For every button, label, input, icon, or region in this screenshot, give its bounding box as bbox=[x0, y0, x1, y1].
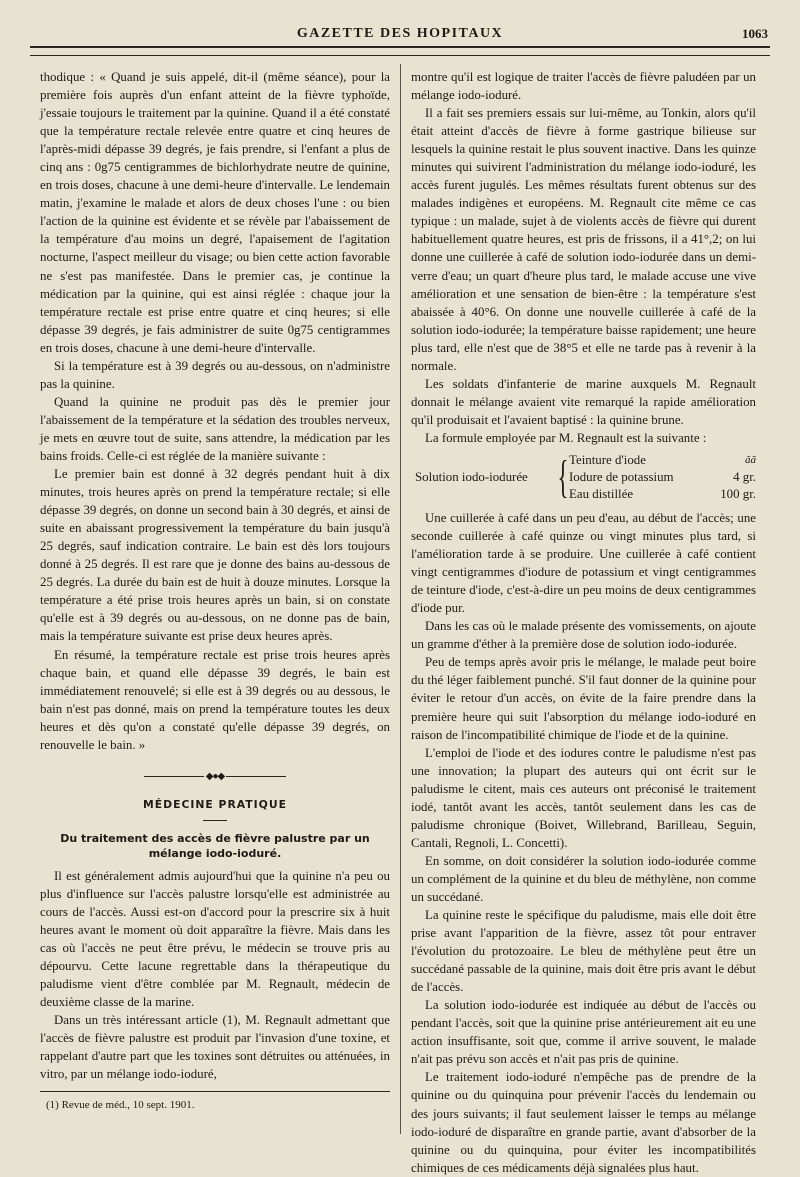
formula-row bbox=[569, 451, 756, 468]
formula-block bbox=[411, 451, 756, 503]
short-rule bbox=[203, 820, 227, 821]
section-ornament: ◆●◆ bbox=[40, 768, 390, 786]
ingredient-name: Eau distillée bbox=[569, 487, 634, 502]
paragraph: L'emploi de l'iode et des iodures contre le paludisme n'est pas une innovation; la plupart des auteurs qui ont écrit sur le paludisme le citent, mais ces auteurs ont préconisé le traitement iodé, tantôt avant les accès, tantôt seulement dans les cas de paludisme chronique (Boivet, Willebrand, Barilleau, Seguin, Cantali, Regnoli, L. Concetti). bbox=[411, 745, 756, 850]
brace-glyph: { bbox=[557, 450, 569, 502]
paragraph: Il a fait ses premiers essais sur lui-même, au Tonkin, alors qu'il était atteint d'accès de fièvre à forme gastrique bilieuse sur lesquels la quinine restait le plus souvent inactive. Dans les quinze minutes qui suivirent l'administration du mélange iodo-ioduré, les accès furent jugulés. Les mêmes résultats furent obtenus sur des malades indigènes et européens. M. Regnault cite même ce cas typique : un malade, sujet à de violents accès de fièvre qui durent habituellement quatre heures, est pris de frissons, il a 41°,2; on lui donne une cuillerée à café de solution iodo-iodurée dans un demi-verre d'eau; un quart d'heure plus tard, le malade accuse une vive amélioration et une sensation de bien-être : la température s'est abaissée à 40°6. On donne une nouvelle cuillerée à café de la solution iodo-iodurée; la température baisse rapidement; une heure plus tard, elle n'est que de 38°5 et elle ne tarde pas à revenir à la normale. bbox=[411, 106, 756, 373]
footnote-rule bbox=[40, 1091, 390, 1092]
page-number: 1063 bbox=[742, 26, 768, 41]
paragraph: Les soldats d'infanterie de marine auxquels M. Regnault donnait le mélange avaient vite remarqué la rapide amélioration qu'il produisait et l'avaient baptisé : la quinine brune. bbox=[411, 376, 756, 427]
paragraph: La solution iodo-iodurée est indiquée au début de l'accès ou pendant l'accès, soit que la quinine prise antérieurement ait eu une action insuffisante, soit que, comme il arrive souvent, le malade n'ait pas prévu son accès et n'ait pas pris de quinine. bbox=[411, 998, 756, 1067]
paragraph: montre qu'il est logique de traiter l'accès de fièvre paludéen par un mélange iodo-ioduré. bbox=[411, 70, 756, 103]
footnote: (1) Revue de méd., 10 sept. 1901. bbox=[46, 1099, 195, 1112]
journal-title: GAZETTE DES HOPITAUX bbox=[296, 26, 504, 41]
paragraph: Le traitement iodo-ioduré n'empêche pas de prendre de la quinine ou du quinquina pour prévenir l'accès du lendemain ou des jours suivants; il faut seulement laisser le temps au mélange iodo-ioduré de disparaître en grande partie, avant d'absorber de la quinine ou du quinquina, pour éviter les incompatibilités chimiques de ces médicaments déjà signalées plus haut. bbox=[411, 1070, 756, 1175]
ingredient-qty: 100 gr. bbox=[720, 487, 756, 502]
ana-mark: ãã bbox=[745, 454, 756, 467]
ingredient-qty: 4 gr. bbox=[733, 470, 756, 485]
formula-row bbox=[569, 485, 756, 502]
formula-items bbox=[569, 451, 756, 502]
paragraph: Quand la quinine ne produit pas dès le premier jour l'abaissement de la température et la sédation des troubles nerveux, je mets en œuvre tout de suite, sans attendre, la médication par les bains froids. Celle-ci est réglée de la manière suivante : bbox=[40, 394, 390, 463]
running-header bbox=[30, 22, 770, 48]
column-divider bbox=[400, 64, 401, 1134]
ingredient-name: Iodure de potassium bbox=[569, 470, 674, 485]
paragraph: En résumé, la température rectale est prise trois heures après chaque bain, et quand elle dépasse 39 degrés, le bain est immédiatement renouvelé; si elle est à 39 degrés ou au dessous, le bain n'est pas donné, mais on prend la température toutes les deux heures et dès qu'on a constaté qu'elle dépasse 39 degrés, on renouvelle le bain. » bbox=[40, 647, 390, 752]
paragraph: Une cuillerée à café dans un peu d'eau, au début de l'accès; une seconde cuillerée à café quinze ou vingt minutes plus tard, si l'amélioration tarde à se produire. Une cuillerée à café contient vingt centigrammes d'iodure de potassium et vingt centigrammes de teinture d'iode, c'est-à-dire un peu moins de deux centigrammes d'iode pur. bbox=[411, 510, 756, 616]
paragraph: Dans un très intéressant article (1), M. Regnault admettant que l'accès de fièvre palustre est produit par l'invasion d'une toxine, et rappelant d'autre part que les toxines sont détruites ou atténuées, in vitro, par un mélange iodo-ioduré, bbox=[40, 1013, 390, 1082]
paragraph: Le premier bain est donné à 32 degrés pendant huit à dix minutes, trois heures après on prend la température rectale; si elle dépasse 39 degrés, on donne un second bain à 30 degrés, et ainsi de suite en abaissant progressivement la température du bain jusqu'à 25 degrés, sauf indication contraire. Le bain est dès lors toujours donné à 25 degrés. Il est rare que je donne des bains au-dessous de 25 degrés. La durée du bain est de huit à douze minutes. Lorsque la température a été prise trois heures après un bain, si on constate qu'elle est à 39 degrés ou au-dessous, on ne donne pas de bain, mais la température suivante est prise deux heures après. bbox=[40, 467, 390, 644]
header-rule bbox=[30, 55, 770, 56]
left-column bbox=[40, 68, 390, 1114]
formula-row bbox=[569, 468, 756, 485]
ingredient-name: Teinture d'iode bbox=[569, 453, 646, 468]
article-title: Du traitement des accès de fièvre palustre par un mélange iodo-ioduré. bbox=[60, 831, 370, 860]
formula-label: Solution iodo-iodurée bbox=[415, 469, 528, 484]
paragraph: Peu de temps après avoir pris le mélange, le malade peut boire du thé léger faiblement punché. S'il faut donner de la quinine pour éviter le retour d'un accès, on évite de la faire prendre dans la première heure qui suit l'absorption du mélange iodo-ioduré en raison de l'incompatibilité chimique de l'iode et de la quinine. bbox=[411, 655, 756, 742]
paragraph: La quinine reste le spécifique du paludisme, mais elle doit être prise avant l'apparition de la fièvre, assez tôt pour entraver l'évolution du protozoaire. Le bleu de méthylène peut être un succédané passable de la quinine, mais doit être pris avant le début de l'accès. bbox=[411, 908, 756, 995]
paragraph: En somme, on doit considérer la solution iodo-iodurée comme un complément de la quinine et du bleu de méthylène, non comme un succédané. bbox=[411, 853, 756, 904]
right-column bbox=[411, 68, 756, 1177]
paragraph: La formule employée par M. Regnault est la suivante : bbox=[425, 430, 707, 445]
paragraph: Si la température est à 39 degrés ou au-dessous, on n'administre pas la quinine. bbox=[40, 358, 390, 391]
paragraph: Dans les cas où le malade présente des vomissements, on ajoute un gramme d'éther à la première dose de solution iodo-iodurée. bbox=[411, 619, 756, 652]
paragraph: Il est généralement admis aujourd'hui que la quinine n'a peu ou plus d'influence sur l'accès palustre lorsqu'elle est administrée au cours de l'accès. Aussi est-on d'accord pour la prescrire six à huit heures avant le moment où doit apparaître la fièvre. Mais dans les cas où l'accès ne peut être prévu, le médecin se trouve pris au dépourvu. Cette lacune regrettable dans la thérapeutique du paludisme vient d'être comblée par M. Regnault, médecin de deuxième classe de la marine. bbox=[40, 868, 390, 1010]
paragraph: thodique : « Quand je suis appelé, dit-il (même séance), pour la première fois auprès d'un enfant atteint de la fièvre typhoïde, j'essaie toujours le traitement par la quinine. Quand il a été constaté que la température rectale relevée entre quatre et cinq heures de l'après-midi dépasse 39 degrés, je fais prendre, si l'enfant a plus de cinq ans : 0g75 centigrammes de bichlorhydrate neutre de quinine, en trois doses, chacune à une demi-heure d'intervalle. Le lendemain matin, j'examine le malade et alors de deux choses l'une : ou bien l'action de la quinine est évidente et se révèle par l'abaissement de la température d'au moins un degré, l'apaisement de l'agitation nocturne, l'aspect meilleur du visage; ou bien cette action favorable ne s'est pas manifestée. Dans le premier cas, je continue la médication par la quinine, qui est ainsi réglée : chaque jour la température rectale est prise entre quatre et cinq heures; si elle dépasse 39 degrés, je fais administrer de suite 0g75 centigrammes en trois doses, chacune à une demi-heure d'intervalle. bbox=[40, 70, 390, 355]
section-title: MÉDECINE PRATIQUE bbox=[142, 797, 288, 811]
